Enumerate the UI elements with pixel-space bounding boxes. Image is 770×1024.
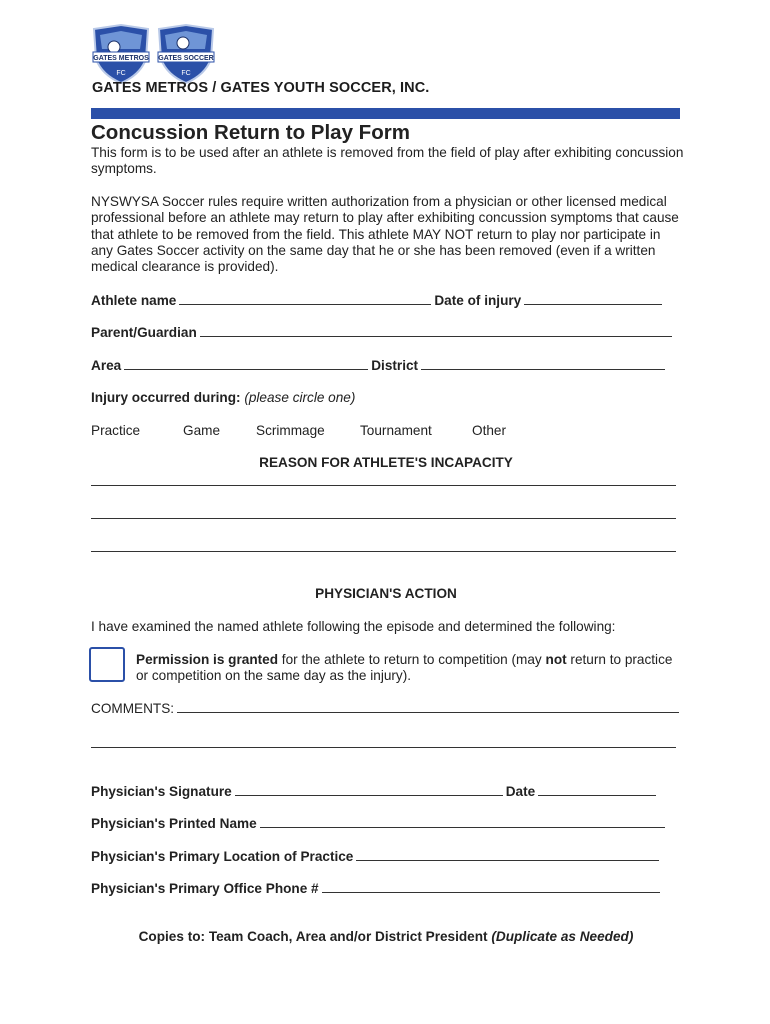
svg-text:FC: FC <box>116 70 126 77</box>
signature-row <box>91 783 659 799</box>
parent-row <box>91 324 675 340</box>
injury-during-row <box>91 390 355 405</box>
date-of-injury-label: Date of injury <box>434 293 522 308</box>
organization-name: GATES METROS / GATES YOUTH SOCCER, INC. <box>92 80 430 96</box>
district-field[interactable] <box>421 357 665 370</box>
copies-note <box>91 929 681 944</box>
gates-soccer-logo <box>155 23 217 85</box>
logo-right-text: GATES SOCCER <box>158 55 214 62</box>
comments-line-2[interactable] <box>91 747 676 748</box>
location-label: Physician's Primary Location of Practice <box>91 849 354 864</box>
date-of-injury-field[interactable] <box>524 292 662 305</box>
phone-field[interactable] <box>322 880 660 893</box>
reason-heading: REASON FOR ATHLETE'S INCAPACITY <box>259 455 513 470</box>
location-row <box>91 848 662 864</box>
copies-italic: (Duplicate as Needed) <box>491 929 634 944</box>
gates-metros-logo <box>90 23 152 85</box>
copies-text: Copies to: Team Coach, Area and/or District President <box>138 929 492 944</box>
comments-label: COMMENTS: <box>91 701 175 716</box>
logo-left-text: GATES METROS <box>93 55 149 62</box>
area-district-row <box>91 357 668 373</box>
printed-name-row <box>91 815 668 831</box>
date-field[interactable] <box>538 783 656 796</box>
option-tournament[interactable]: Tournament <box>360 423 432 438</box>
permission-text-part-2: return to practice or competition on the same day as the injury). <box>136 652 673 684</box>
athlete-name-row <box>91 292 665 308</box>
injury-during-label: Injury occurred during: <box>91 390 241 405</box>
phone-row <box>91 880 663 896</box>
comments-field[interactable] <box>177 700 679 713</box>
athlete-name-field[interactable] <box>179 292 431 305</box>
intro-paragraph: This form is to be used after an athlete is removed from the field of play after exhibiting concussion symptoms. <box>91 145 684 177</box>
permission-checkbox[interactable] <box>89 647 125 682</box>
permission-not: not <box>545 652 567 667</box>
date-label: Date <box>505 784 536 799</box>
location-field[interactable] <box>356 848 659 861</box>
printed-name-field[interactable] <box>260 815 665 828</box>
signature-field[interactable] <box>235 783 503 796</box>
printed-name-label: Physician's Printed Name <box>91 816 257 831</box>
district-label: District <box>371 358 419 373</box>
permission-text <box>136 652 681 685</box>
option-scrimmage[interactable]: Scrimmage <box>256 423 325 438</box>
form-title: Concussion Return to Play Form <box>91 121 410 144</box>
rules-paragraph: NYSWYSA Soccer rules require written authorization from a physician or other licensed medical professional before an athlete may return to play after exhibiting concussion symptoms that cause that athlete to be removed from the field. This athlete MAY NOT return to play nor participate in any Gates Soccer activity on the same day that he or she has been removed (even if a written medical clearance is provided). <box>91 194 679 275</box>
header-divider-bar <box>91 108 680 119</box>
option-practice[interactable]: Practice <box>91 423 141 438</box>
signature-label: Physician's Signature <box>91 784 232 799</box>
option-other[interactable]: Other <box>472 423 506 438</box>
area-label: Area <box>91 358 122 373</box>
phone-label: Physician's Primary Office Phone # <box>91 881 319 896</box>
injury-during-hint: (please circle one) <box>244 390 356 405</box>
parent-guardian-label: Parent/Guardian <box>91 325 197 340</box>
reason-line-1[interactable] <box>91 485 676 486</box>
option-game[interactable]: Game <box>183 423 221 438</box>
permission-text-part-1: for the athlete to return to competition (may <box>278 652 546 667</box>
examined-text: I have examined the named athlete following the episode and determined the following: <box>91 619 616 634</box>
svg-text:FC: FC <box>181 70 191 77</box>
parent-guardian-field[interactable] <box>200 324 672 337</box>
physician-heading: PHYSICIAN'S ACTION <box>315 586 457 601</box>
reason-line-2[interactable] <box>91 518 676 519</box>
permission-bold: Permission is granted <box>136 652 279 667</box>
athlete-name-label: Athlete name <box>91 293 177 308</box>
area-field[interactable] <box>124 357 368 370</box>
reason-line-3[interactable] <box>91 551 676 552</box>
comments-row <box>91 700 682 716</box>
